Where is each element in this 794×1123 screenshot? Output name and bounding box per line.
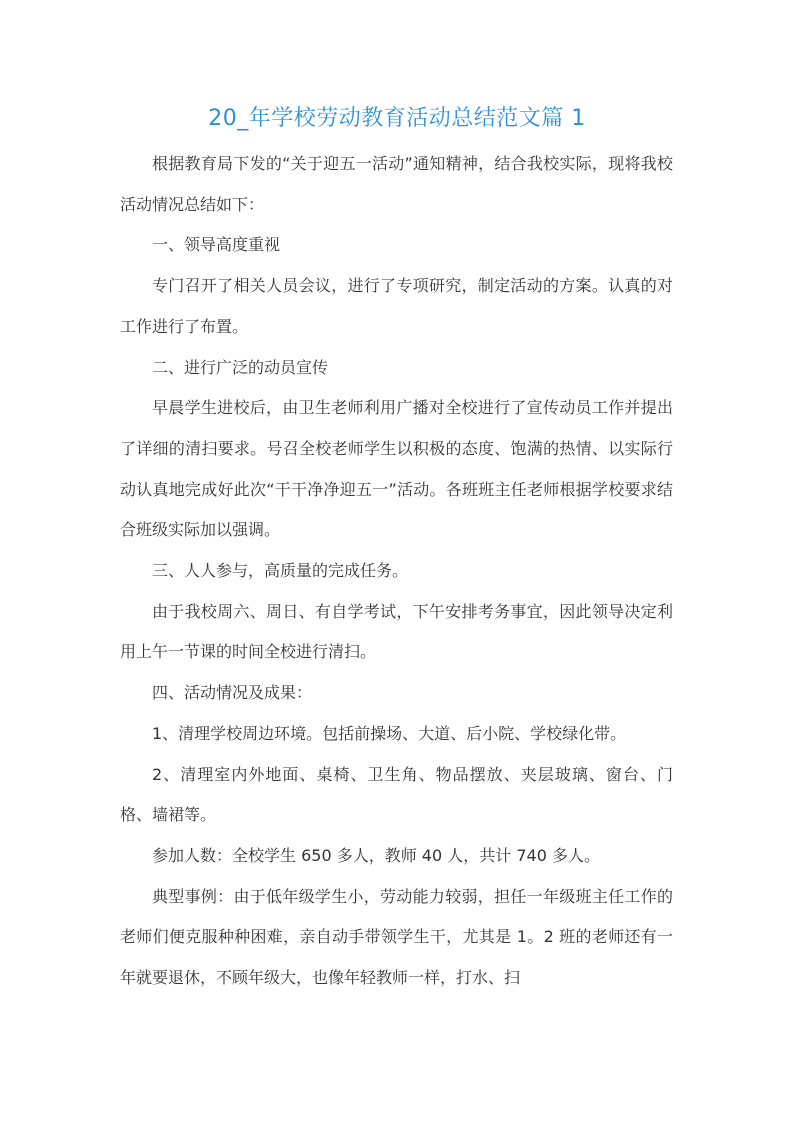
paragraph-schedule: 由于我校周六、周日、有自学考试，下午安排考务事宜，因此领导决定利用上午一节课的时间全校进行清扫。: [120, 601, 673, 662]
heading-participation: 三、人人参与，高质量的完成任务。: [152, 561, 409, 581]
document-title: 20_年学校劳动教育活动总结范文篇 1: [208, 106, 586, 131]
heading-publicity: 二、进行广泛的动员宣传: [152, 357, 329, 377]
heading-leadership: 一、领导高度重视: [152, 235, 281, 255]
document-body: [120, 144, 673, 999]
paragraph-publicity: 早晨学生进校后，由卫生老师利用广播对全校进行了宣传动员工作并提出了详细的清扫要求。号召全校老师学生以积极的态度、饱满的热情、以实际行动认真地完成好此次“干干净净迎五一”活动。各班班主任老师根据学校要求结合班级实际加以强调。: [120, 398, 673, 540]
paragraph-example: 典型事例：由于低年级学生小，劳动能力较弱，担任一年级班主任工作的老师们便克服种种困难，亲自动手带领学生干，尤其是 1。2 班的老师还有一年就要退休，不顾年级大，也像年轻教师一样，打水、扫: [120, 886, 673, 988]
list-item-indoor: 2、清理室内外地面、桌椅、卫生角、物品摆放、夹层玻璃、窗台、门格、墙裙等。: [120, 764, 673, 825]
paragraph-intro: 根据教育局下发的“关于迎五一活动”通知精神，结合我校实际，现将我校活动情况总结如下：: [120, 154, 673, 214]
heading-results: 四、活动情况及成果：: [152, 683, 313, 703]
paragraph-meeting: 专门召开了相关人员会议，进行了专项研究，制定活动的方案。认真的对工作进行了布置。: [120, 276, 673, 336]
paragraph-participants: 参加人数：全校学生 650 多人，教师 40 人，共计 740 多人。: [152, 845, 600, 865]
list-item-surroundings: 1、清理学校周边环境。包括前操场、大道、后小院、学校绿化带。: [152, 723, 627, 743]
